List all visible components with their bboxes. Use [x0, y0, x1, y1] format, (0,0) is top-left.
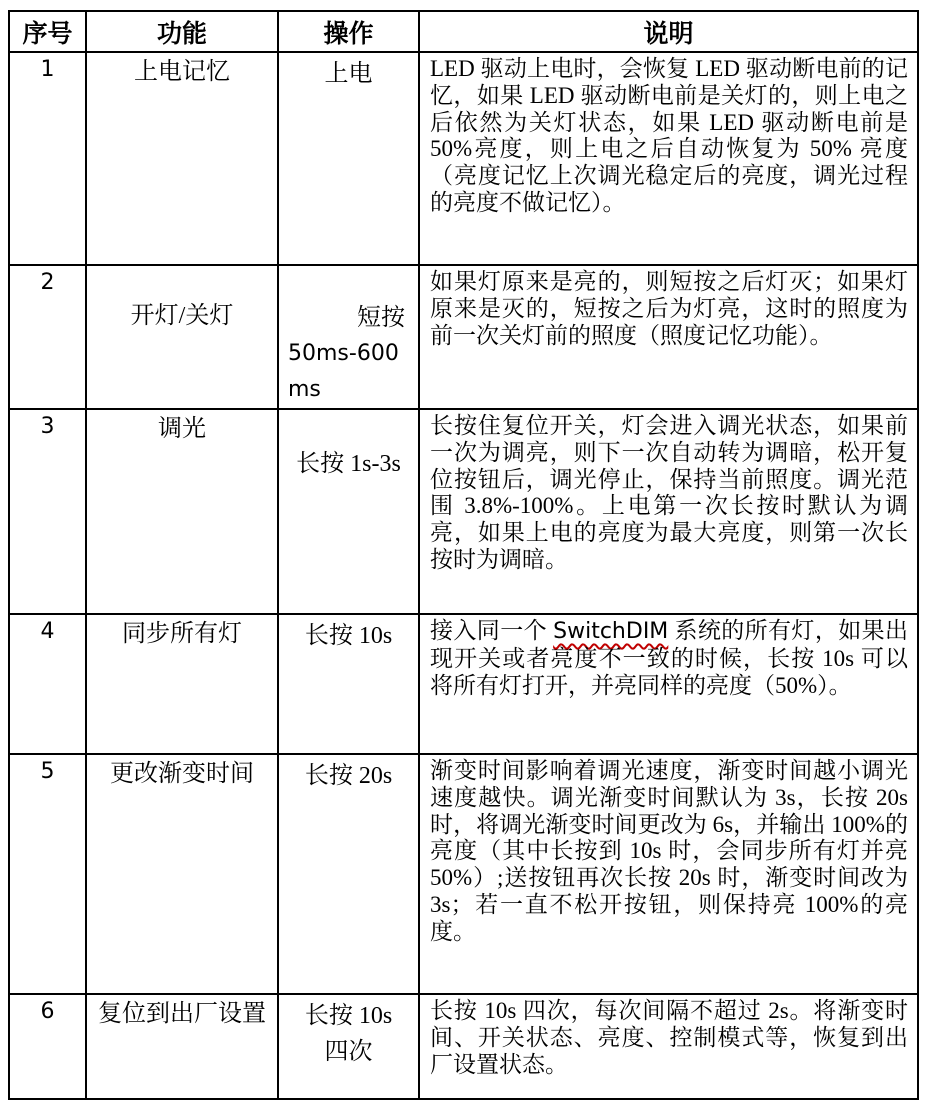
table-header-row: [9, 11, 918, 52]
description-cell: [419, 52, 918, 265]
description-cell: [419, 994, 918, 1099]
header-cell-function: 功能: [86, 11, 278, 52]
row-number-cell: [9, 52, 86, 265]
operation-label: 短按: [357, 305, 405, 331]
function-cell: [86, 994, 278, 1099]
function-label: 上电记忆: [134, 59, 230, 85]
description-text: 长按 10s 四次，每次间隔不超过 2s。将渐变时间、开关状态、亮度、控制模式等，恢复到出厂设置状态。: [430, 998, 908, 1077]
header-cell-description: 说明: [419, 11, 918, 52]
operation-label: 四次: [324, 1039, 373, 1065]
row-number-cell: [9, 754, 86, 994]
operation-label: ms: [288, 377, 321, 402]
row-number: 2: [40, 270, 55, 295]
function-spec-table: [8, 10, 919, 1100]
row-number-cell: [9, 994, 86, 1099]
operation-label: 长按 20s: [304, 763, 393, 789]
description-text: 长按住复位开关，灯会进入调光状态，如果前一次为调亮，则下一次自动转为调暗，松开复位按钮后，调光停止，保持当前照度。调光范围 3.8%-100%。上电第一次长按时默认为调亮，如果上电的亮度为最大亮度，则第一次长按时为调暗。: [430, 413, 908, 572]
operation-cell: [278, 614, 419, 754]
operation-cell: [278, 265, 419, 409]
description-text: 接入同一个: [430, 618, 554, 643]
table-row: [9, 614, 918, 754]
spellcheck-word: SwitchDIM: [553, 619, 669, 644]
function-cell: [86, 754, 278, 994]
description-text: 系统的所有灯，如果出现开关或者亮度不一致的时候，长按 10s 可以将所有灯打开，并亮同样的亮度（50%）。: [430, 618, 909, 698]
function-label: 开灯/关灯: [130, 303, 234, 329]
function-label: 调光: [158, 416, 206, 442]
function-cell: [86, 265, 278, 409]
row-number: 6: [40, 999, 55, 1024]
function-cell: [86, 409, 278, 614]
operation-label: 50ms-600: [288, 341, 399, 366]
function-cell: [86, 614, 278, 754]
table-row: [9, 409, 918, 614]
row-number: 1: [40, 57, 55, 82]
function-label: 更改渐变时间: [110, 761, 254, 787]
description-cell: [419, 409, 918, 614]
description-cell: [419, 614, 918, 754]
operation-cell: [278, 409, 419, 614]
operation-cell: [278, 754, 419, 994]
operation-label: 上电: [324, 61, 373, 87]
row-number: 4: [40, 619, 55, 644]
description-cell: [419, 754, 918, 994]
header-cell-number: 序号: [9, 11, 86, 52]
operation-cell: [278, 994, 419, 1099]
header-cell-operation: 操作: [278, 11, 419, 52]
operation-label: 长按 10s: [304, 623, 393, 649]
operation-label: 长按 1s-3s: [296, 451, 401, 477]
table-row: [9, 52, 918, 265]
function-label: 复位到出厂设置: [98, 1001, 266, 1027]
row-number-cell: [9, 409, 86, 614]
description-text: LED 驱动上电时，会恢复 LED 驱动断电前的记忆，如果 LED 驱动断电前是关灯的，则上电之后依然为关灯状态，如果 LED 驱动断电前是 50%亮度，则上电之后自动恢复为 50% 亮度（亮度记忆上次调光稳定后的亮度，调光过程的亮度不做记忆）。: [430, 56, 908, 215]
description-text: 渐变时间影响着调光速度，渐变时间越小调光速度越快。调光渐变时间默认为 3s，长按 20s 时，将调光渐变时间更改为 6s，并输出 100%的亮度（其中长按到 10s 时，会同步所有灯并亮 50%）;送按钮再次长按 20s 时，渐变时间改为 3s；若一直不松开按钮，则保持亮 100%的亮度。: [430, 758, 908, 944]
operation-label: 长按 10s: [304, 1003, 393, 1029]
table-row: [9, 994, 918, 1099]
row-number: 5: [40, 759, 55, 784]
row-number-cell: [9, 265, 86, 409]
row-number: 3: [40, 414, 55, 439]
function-label: 同步所有灯: [122, 621, 242, 647]
operation-cell: [278, 52, 419, 265]
table-row: [9, 265, 918, 409]
row-number-cell: [9, 614, 86, 754]
function-cell: [86, 52, 278, 265]
description-text: 如果灯原来是亮的，则短按之后灯灭；如果灯原来是灭的，短按之后为灯亮，这时的照度为前一次关灯前的照度（照度记忆功能）。: [430, 269, 908, 348]
description-cell: [419, 265, 918, 409]
table-row: [9, 754, 918, 994]
